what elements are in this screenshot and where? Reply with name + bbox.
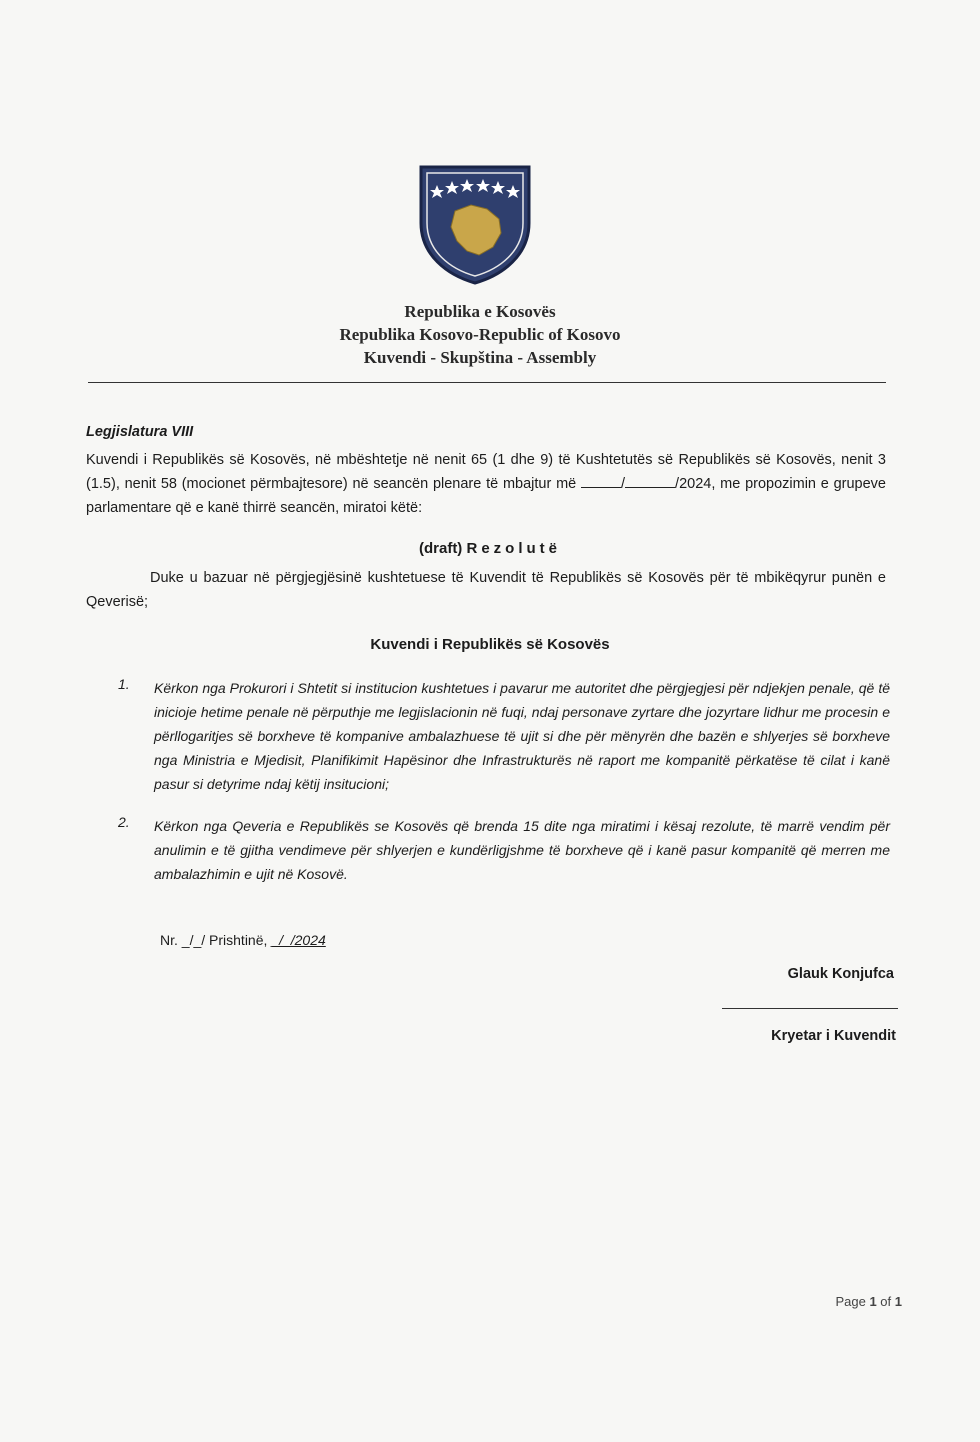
assembly-heading: Kuvendi i Republikës së Kosovës: [370, 636, 610, 653]
page-of: of: [880, 1294, 892, 1309]
intro-text-part2: me propozimin e grupeve parlamentare që e kanë thirrë seancën, miratoi këtë:: [86, 476, 887, 516]
legislature-label: Legjislatura VIII: [86, 424, 194, 440]
page-label: Page: [835, 1294, 866, 1309]
signature-line: [722, 1008, 898, 1009]
resolution-item: [118, 676, 890, 796]
intro-text-part1: Kuvendi i Republikës së Kosovës, në mbështetje në nenit 65 (1 dhe 9) të Kushtetutës së Republikës së Kosovës, nenit 3 (1.5), nenit 58 (mocionet përmbajtesore) në seancën plenare të mbajtur më: [86, 452, 886, 492]
header-divider: [88, 382, 886, 383]
date-value: _/_/2024: [271, 932, 326, 948]
header-line-serbian-english: Republika Kosovo-Republic of Kosovo: [339, 325, 621, 344]
nr-label: Nr.: [160, 932, 178, 948]
page-total: 1: [894, 1294, 902, 1309]
item-number: 2.: [118, 814, 130, 830]
intro-paragraph: [86, 448, 886, 520]
reference-line: [160, 932, 326, 948]
institution-header: [200, 300, 760, 369]
item-text: Kërkon nga Qeveria e Republikës se Kosovës që brenda 15 dite nga miratimi i kësaj rezolute, të marrë vendim për anulimin e të gjitha vendimeve për shlyerjen e kundërligjshme të borxheve që i kanë pasur kompanitë që merren me ambalazhimin e ujit në Kosovë.: [154, 818, 890, 882]
signer-title: Kryetar i Kuvendit: [771, 1028, 896, 1044]
kosovo-coat-of-arms-icon: [415, 163, 535, 285]
date-blank-day: [581, 473, 621, 488]
page-current: 1: [869, 1294, 877, 1309]
resolution-item: [118, 814, 890, 886]
preamble-paragraph: Duke u bazuar në përgjegjësinë kushtetuese të Kuvendit të Republikës së Kosovës për të mbikëqyrur punën e Qeverisë;: [86, 570, 886, 610]
resolution-items: [118, 676, 890, 904]
draft-prefix: (draft): [418, 540, 463, 557]
document-title: [0, 540, 980, 557]
date-separator: /: [621, 476, 626, 492]
nr-value: _/_/: [181, 932, 206, 948]
header-line-assembly: Kuvendi - Skupština - Assembly: [363, 348, 597, 367]
place-label: Prishtinë,: [209, 932, 268, 948]
item-number: 1.: [118, 676, 130, 692]
signer-name: Glauk Konjufca: [787, 966, 894, 982]
date-year: /2024,: [675, 476, 716, 492]
header-line-albanian: Republika e Kosovës: [404, 302, 556, 321]
resolution-word: Rezolutë: [466, 540, 561, 557]
date-blank-month: [625, 473, 675, 488]
page-number: [835, 1294, 902, 1309]
item-text: Kërkon nga Prokurori i Shtetit si institucion kushtetues i pavarur me autoritet dhe përgjegjesi për ndjekjen penale, që të inicioje hetime penale në përputhje me legjislacionin në fuqi, ndaj personave zyrtare dhe jozyrtare lidhur me procesin e përllogaritjes së borxheve të kompanive ambalazhuese të ujit si dhe për mënyrën dhe bazën e shlyerjes së borxheve nga Ministria e Mjedisit, Planifikimit Hapësinor dhe Infrastrukturës në raport me kompanitë përkatëse të cilat i kanë pasur si detyrime ndaj këtij insitucioni;: [154, 680, 890, 792]
